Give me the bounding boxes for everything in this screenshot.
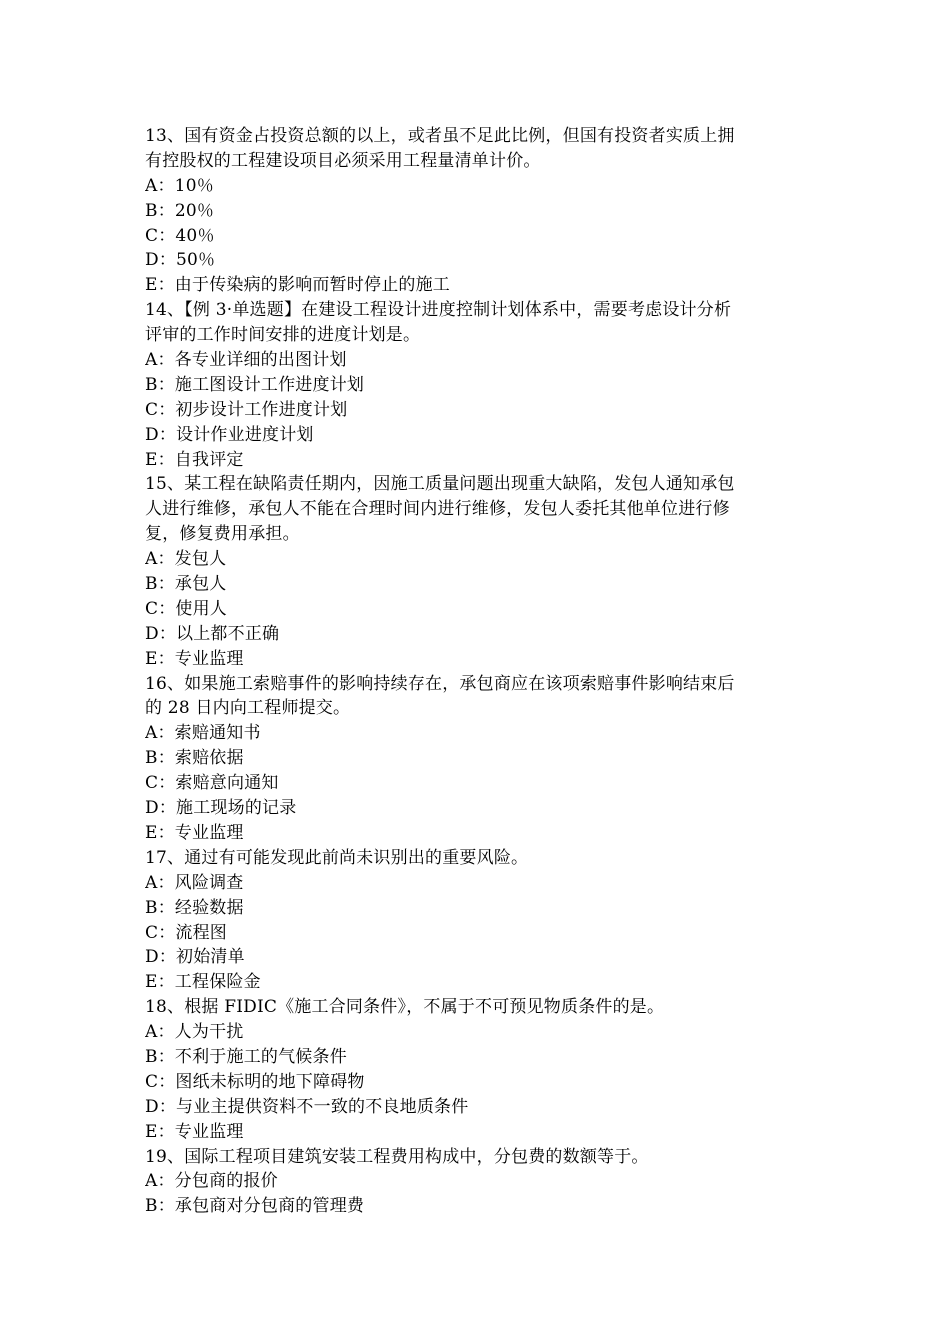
answer-option: C：索赔意向通知	[145, 773, 279, 794]
answer-option: A：10％	[145, 175, 214, 196]
question-block	[145, 846, 810, 995]
answer-option: C：40％	[145, 225, 215, 246]
answer-option: B：20％	[145, 200, 215, 221]
question-stem-line: 评审的工作时间安排的进度计划是。	[145, 325, 421, 346]
answer-option: A：发包人	[145, 549, 227, 570]
answer-option: D：初始清单	[145, 947, 245, 968]
question-stem-line: 复，修复费用承担。	[145, 524, 300, 545]
answer-option: C：图纸未标明的地下障碍物	[145, 1071, 365, 1092]
answer-option: E：专业监理	[145, 822, 244, 843]
answer-option: A：人为干扰	[145, 1022, 244, 1043]
question-stem-line: 17、通过有可能发现此前尚未识别出的重要风险。	[145, 847, 529, 868]
question-stem-line: 人进行维修，承包人不能在合理时间内进行维修，发包人委托其他单位进行修	[145, 499, 730, 520]
question-block	[145, 472, 810, 671]
answer-option: C：初步设计工作进度计划	[145, 399, 348, 420]
answer-option: D：设计作业进度计划	[145, 424, 314, 445]
answer-option: B：承包人	[145, 574, 227, 595]
answer-option: B：索赔依据	[145, 748, 244, 769]
question-block	[145, 298, 810, 472]
question-stem-line: 16、如果施工索赔事件的影响持续存在，承包商应在该项索赔事件影响结束后	[145, 673, 735, 694]
answer-option: A：分包商的报价	[145, 1171, 278, 1192]
question-stem-line: 18、根据 FIDIC《施工合同条件》，不属于不可预见物质条件的是。	[145, 997, 665, 1018]
answer-option: B：不利于施工的气候条件	[145, 1046, 347, 1067]
answer-option: C：流程图	[145, 922, 228, 943]
answer-option: B：施工图设计工作进度计划	[145, 374, 365, 395]
answer-option: E：自我评定	[145, 449, 244, 470]
question-block	[145, 1145, 810, 1220]
question-stem-line: 15、某工程在缺陷责任期内，因施工质量问题出现重大缺陷，发包人通知承包	[145, 474, 735, 495]
answer-option: D：与业主提供资料不一致的不良地质条件	[145, 1096, 469, 1117]
question-stem-line: 19、国际工程项目建筑安装工程费用构成中，分包费的数额等于。	[145, 1146, 649, 1167]
question-stem-line: 14、【例 3·单选题】在建设工程设计进度控制计划体系中，需要考虑设计分析	[145, 300, 732, 321]
question-stem-line: 有控股权的工程建设项目必须采用工程量清单计价。	[145, 150, 541, 171]
question-stem-line: 的 28 日内向工程师提交。	[145, 698, 351, 719]
answer-option: A：风险调查	[145, 872, 244, 893]
answer-option: D：50％	[145, 250, 216, 271]
answer-option: E：专业监理	[145, 648, 244, 669]
answer-option: B：经验数据	[145, 897, 244, 918]
question-list	[145, 124, 810, 1219]
answer-option: A：各专业详细的出图计划	[145, 350, 347, 371]
answer-option: E：工程保险金	[145, 972, 261, 993]
answer-option: C：使用人	[145, 598, 228, 619]
question-block	[145, 672, 810, 846]
question-block	[145, 124, 810, 298]
answer-option: B：承包商对分包商的管理费	[145, 1196, 365, 1217]
answer-option: D：施工现场的记录	[145, 798, 297, 819]
question-block	[145, 995, 810, 1144]
answer-option: E：由于传染病的影响而暂时停止的施工	[145, 275, 451, 296]
answer-option: A：索赔通知书	[145, 723, 261, 744]
answer-option: E：专业监理	[145, 1121, 244, 1142]
answer-option: D：以上都不正确	[145, 623, 280, 644]
question-stem-line: 13、国有资金占投资总额的以上，或者虽不足此比例，但国有投资者实质上拥	[145, 126, 735, 146]
